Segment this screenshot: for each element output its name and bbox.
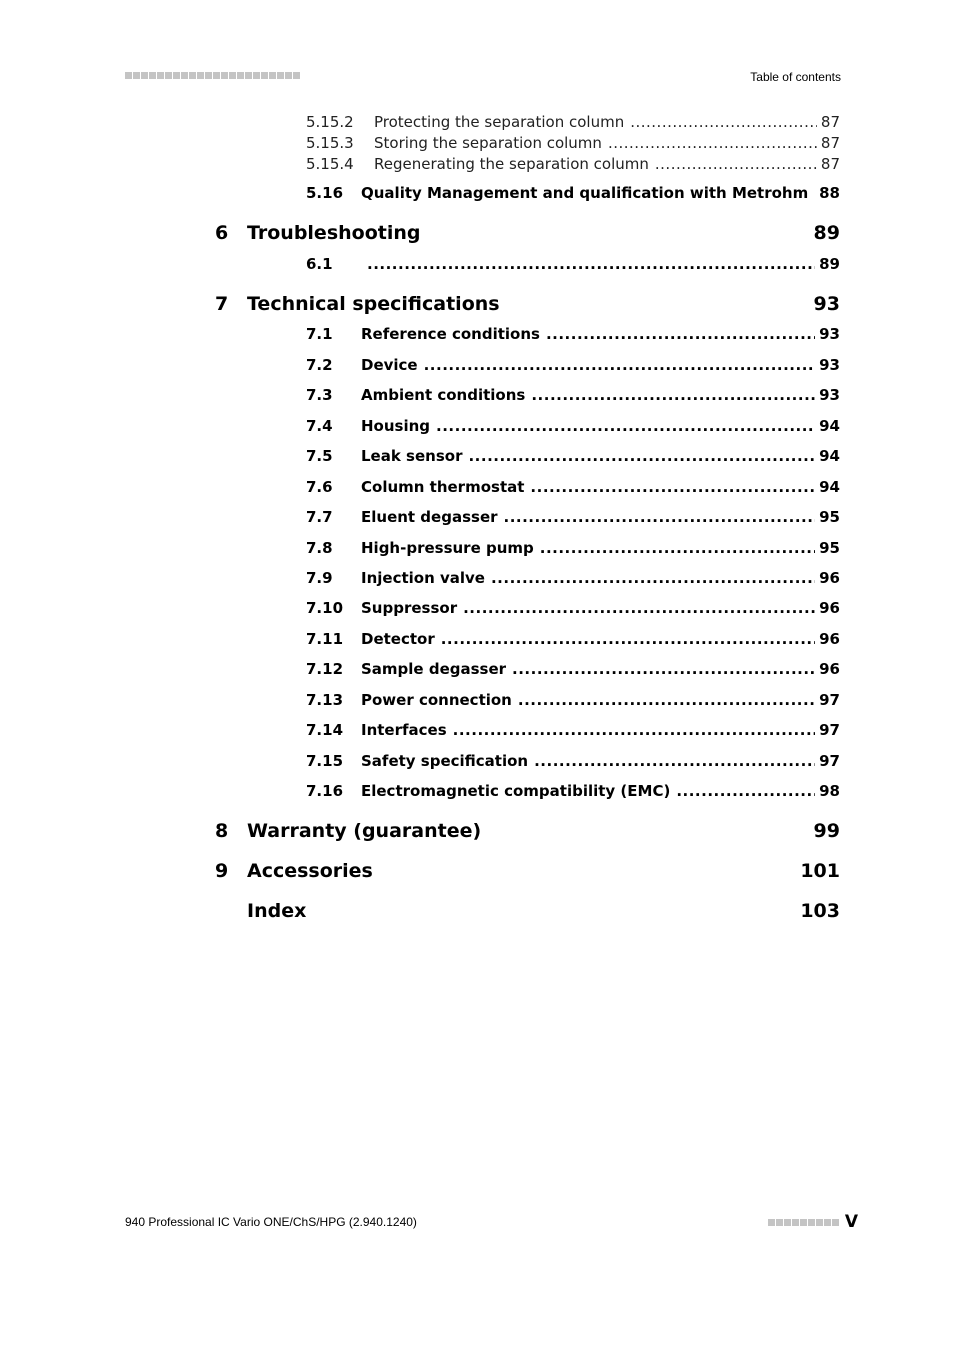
toc-title: Storing the separation column: [374, 134, 602, 152]
toc-number: 7.16: [306, 782, 344, 800]
toc-page: 96: [819, 599, 840, 617]
toc-leader: [676, 782, 815, 800]
toc-leader: [468, 447, 815, 465]
toc-number: 7.3: [306, 386, 333, 404]
toc-entry[interactable]: [306, 386, 840, 404]
toc-page: 98: [819, 782, 840, 800]
footer-page-block: [768, 1212, 858, 1232]
chapter-number: 8: [215, 820, 229, 842]
toc-entry[interactable]: [306, 539, 840, 557]
toc-number: 7.15: [306, 752, 344, 770]
toc-page: 94: [819, 417, 840, 435]
toc-leader: [608, 134, 817, 152]
toc-page: 93: [819, 356, 840, 374]
footer-page-number: V: [844, 1212, 858, 1232]
chapter-page: 99: [813, 820, 840, 842]
toc-entry[interactable]: [306, 752, 840, 770]
toc-entry[interactable]: [306, 782, 840, 800]
toc-page: 95: [819, 539, 840, 557]
toc-chapter[interactable]: [215, 222, 840, 244]
toc-number: 7.4: [306, 417, 333, 435]
toc-entry[interactable]: [306, 134, 840, 152]
toc-title: Device: [361, 356, 418, 374]
toc-leader: [534, 752, 815, 770]
toc-entry[interactable]: [306, 184, 840, 202]
toc-entry[interactable]: [306, 630, 840, 648]
toc-number: 7.10: [306, 599, 344, 617]
toc-chapter[interactable]: [215, 293, 840, 315]
toc-leader: [630, 113, 817, 131]
toc-title: Interfaces: [361, 721, 447, 739]
chapter-page: 93: [813, 293, 840, 315]
toc-page: 94: [819, 478, 840, 496]
chapter-page: 103: [800, 900, 840, 922]
toc-number: 5.16: [306, 184, 344, 202]
toc-title: Regenerating the separation column: [374, 155, 649, 173]
toc-chapter[interactable]: [215, 900, 840, 922]
chapter-page: 89: [813, 222, 840, 244]
toc-page: 97: [819, 691, 840, 709]
chapter-number: 7: [215, 293, 229, 315]
toc-number: 7.13: [306, 691, 344, 709]
toc-entry[interactable]: [306, 660, 840, 678]
toc-leader: [424, 356, 816, 374]
toc-entry[interactable]: [306, 508, 840, 526]
footer-decoration: [768, 1219, 839, 1226]
toc-leader: [512, 660, 815, 678]
toc-number: 5.15.4: [306, 155, 354, 173]
toc-number: 7.1: [306, 325, 333, 343]
toc-page: 97: [819, 721, 840, 739]
toc-entry[interactable]: [306, 478, 840, 496]
header-decoration: [125, 72, 300, 79]
toc-number: 5.15.2: [306, 113, 354, 131]
toc-title: Injection valve: [361, 569, 485, 587]
toc-page: 89: [819, 255, 840, 273]
toc-number: 5.15.3: [306, 134, 354, 152]
chapter-title: Index: [247, 900, 307, 922]
toc-chapter[interactable]: [215, 820, 840, 842]
toc-title: Power connection: [361, 691, 512, 709]
toc-page: 88: [819, 184, 840, 202]
toc-leader: [436, 417, 815, 435]
toc-title: Suppressor: [361, 599, 458, 617]
toc-title: Detector: [361, 630, 435, 648]
toc-entry[interactable]: [306, 569, 840, 587]
toc-entry[interactable]: [306, 599, 840, 617]
toc-title: Reference conditions: [361, 325, 540, 343]
toc-leader: [441, 630, 815, 648]
toc-entry[interactable]: [306, 447, 840, 465]
toc-title: Column thermostat: [361, 478, 525, 496]
toc-entry[interactable]: [306, 691, 840, 709]
toc-leader: [531, 386, 815, 404]
toc-leader: [504, 508, 816, 526]
chapter-page: 101: [800, 860, 840, 882]
toc-title: Eluent degasser: [361, 508, 498, 526]
toc-number: 7.8: [306, 539, 333, 557]
toc-leader: [518, 691, 815, 709]
toc-title: Leak sensor: [361, 447, 463, 465]
toc-leader: [814, 184, 815, 202]
toc-entry[interactable]: [306, 113, 840, 131]
toc-number: 7.14: [306, 721, 344, 739]
toc-entry[interactable]: [306, 325, 840, 343]
toc-title: Housing: [361, 417, 431, 435]
header-section-title: Table of contents: [750, 70, 841, 84]
chapter-title: Accessories: [247, 860, 373, 882]
toc-number: 7.2: [306, 356, 333, 374]
toc-number: 7.12: [306, 660, 344, 678]
toc-page: 96: [819, 630, 840, 648]
toc-leader: [453, 721, 815, 739]
chapter-number: 9: [215, 860, 229, 882]
toc-title: Sample degasser: [361, 660, 507, 678]
toc-leader: [546, 325, 815, 343]
footer-product: 940 Professional IC Vario ONE/ChS/HPG (2.940.1240): [125, 1215, 417, 1229]
toc-number: 7.7: [306, 508, 333, 526]
toc-entry[interactable]: [306, 155, 840, 173]
toc-leader: [530, 478, 815, 496]
toc-number: 7.5: [306, 447, 333, 465]
toc-entry[interactable]: [306, 721, 840, 739]
toc-leader: [540, 539, 815, 557]
toc-entry[interactable]: [306, 255, 840, 273]
toc-page: 95: [819, 508, 840, 526]
toc-title: Safety specification: [361, 752, 529, 770]
toc-number: 7.6: [306, 478, 333, 496]
toc-page: 93: [819, 325, 840, 343]
toc-page: 96: [819, 660, 840, 678]
toc-leader: [463, 599, 815, 617]
toc-title: Quality Management and qualification with Metrohm: [361, 184, 809, 202]
toc-page: 87: [820, 155, 840, 173]
chapter-number: 6: [215, 222, 229, 244]
toc-entry[interactable]: [306, 417, 840, 435]
toc-title: High-pressure pump: [361, 539, 534, 557]
chapter-title: Warranty (guarantee): [247, 820, 482, 842]
chapter-title: Troubleshooting: [247, 222, 421, 244]
toc-page: 96: [819, 569, 840, 587]
toc-leader: [655, 155, 817, 173]
toc-leader: [367, 255, 815, 273]
toc-number: 7.9: [306, 569, 333, 587]
toc-page: 87: [820, 134, 840, 152]
toc-page: 87: [820, 113, 840, 131]
toc-page: 93: [819, 386, 840, 404]
toc-page: 97: [819, 752, 840, 770]
chapter-title: Technical specifications: [247, 293, 500, 315]
toc-leader: [491, 569, 815, 587]
toc-number: 6.1: [306, 255, 333, 273]
toc-number: 7.11: [306, 630, 344, 648]
toc-title: Electromagnetic compatibility (EMC): [361, 782, 671, 800]
toc-title: Protecting the separation column: [374, 113, 625, 131]
toc-entry[interactable]: [306, 356, 840, 374]
toc-page: 94: [819, 447, 840, 465]
toc-title: Ambient conditions: [361, 386, 526, 404]
toc-chapter[interactable]: [215, 860, 840, 882]
